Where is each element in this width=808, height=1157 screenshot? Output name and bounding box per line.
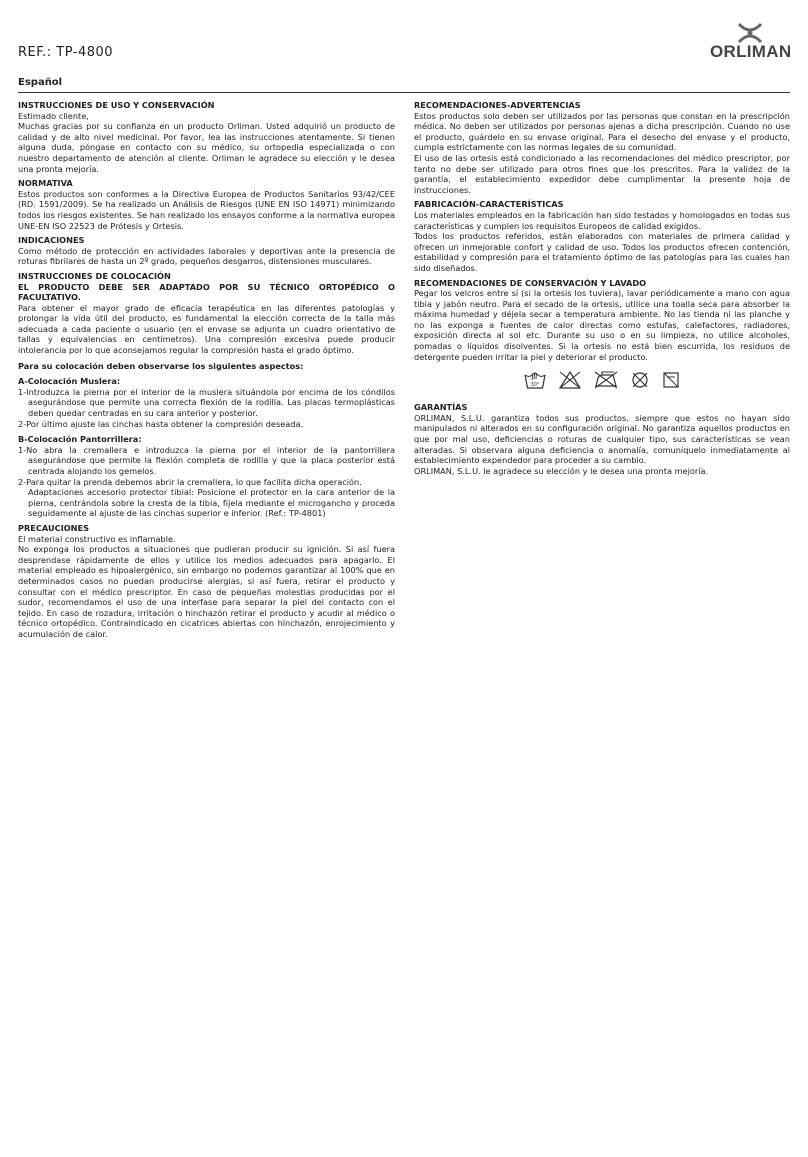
section-normativa [18,178,395,231]
section-title: PRECAUCIONES [18,522,89,533]
no-iron-icon [593,370,619,390]
section-subtitle: EL PRODUCTO DEBE SER ADAPTADO POR SU TÉCNICO ORTOPÉDICO O FACULTATIVO. [18,281,395,303]
orliman-logo [710,22,790,62]
paragraph: Todos los productos referidos, están elaborados con materiales de primera calidad y ofrecen un inmejorable confort y calidad de uso. Todos los productos ofrecen contención, estabilidad y compresión para el tratamiento óptimo de las patologías para las cuales han sido diseñados. [414,231,790,273]
section-lavado [414,278,790,363]
section-uso [18,100,395,174]
paragraph: Muchas gracias por su confianza en un producto Orliman. Usted adquirió un producto de calidad y de alto nivel medicinal. Por favor, lea las instrucciones atentamente. Si tienen alguna duda, póngase en contacto con su médico, su ortopedia especializada o con nuestro departamento de atención al cliente. Orliman le agradece su elección y le desea una pronta mejoría. [18,121,395,174]
section-indicaciones [18,235,395,267]
list-item: 2-Por último ajuste las cinchas hasta obtener la compresión deseada. [18,418,304,429]
list-item: 1-Introduzca la pierna por el interior de la muslera situándola por encima de los cóndilos asegurándose que permite una correcta flexión de la rodilla. Las placas termoplásticas deben quedar centradas en su cara anterior y posterior. [18,386,395,419]
pantorrillera-title: B-Colocación Pantorrillera: [18,434,142,445]
paragraph: Estos productos solo deben ser utilizados por las personas que constan en la prescripción médica. No deben ser utilizados por personas ajenas a dicha prescripción. Cuando no use el producto, guárdelo en su envase original. Para el desecho del envase y el producto, cumpla estrictamente con las normas legales de su comunidad. [414,110,790,153]
paragraph: Pegar los velcros entre sí (si la ortesis los tuviera), lavar periódicamente a mano con agua tibia y jabón neutro. Para el secado de la ortesis, utilice una toalla seca para absorber la máxima humedad y déjela secar a temperatura ambiente. No las tienda ni las planche y no las exponga a fuentes de calor directas como estufas, calefactores, radiadores, exposición directa al sol etc. Durante su uso o en su limpieza, no utilice alcoholes, pomadas o líquidos disolventes. Si la ortesis no está bien escurrida, los residuos de detergente pueden irritar la piel y deteriorar el producto. [414,288,790,362]
header-divider [18,92,790,93]
muslera-title: A-Colocación Muslera: [18,376,121,387]
section-colocacion [18,271,395,519]
section-garantias [414,402,790,476]
right-column [414,100,790,480]
paragraph: El uso de las ortesis está condicionado a las recomendaciones del médico prescriptor, por tanto no debe ser utilizado para otros fines que los prescritos. Para la validez de la garantía, el establecimiento expedidor debe cumplimentar la presente hoja de instrucciones. [414,152,790,195]
list-item-extra: Adaptaciones accesorio protector tibial: Posicione el protector en la cara anterior de la pierna, centrándola sobre la cresta de la tibia, fíjela mediante el microgancho y proceda seguidamente al ajuste de las cinchas superior e inferior. (Ref.: TP-4801) [28,487,395,519]
section-title: FABRICACIÓN-CARACTERÍSTICAS [414,199,564,210]
hand-wash-30-icon [523,370,547,390]
paragraph: ORLIMAN, S.L.U. garantiza todos sus productos, siempre que estos no hayan sido manipulados ni alterados en su configuración original. No garantiza aquellos productos en que por mal uso, deficiencias o roturas de cualquier tipo, sus características se vean alteradas. Si observara alguna deficiencia o anomalía, comuníquelo inmediatamente al establecimiento expendedor para proceder a su cambio. [414,412,790,466]
section-recomendaciones [414,100,790,195]
no-bleach-icon [558,370,582,390]
language-label: Español [18,77,63,88]
greeting: Estimado cliente, [18,110,89,121]
wash-temperature: 30° [530,382,540,389]
section-precauciones [18,523,395,640]
aspects-title: Para su colocación deben observarse los siguientes aspectos: [18,360,304,371]
section-fabricacion [414,199,790,273]
paragraph: Para obtener el mayor grado de eficacia terapéutica en las diferentes patologías y prolongar la vida útil del producto, es fundamental la elección correcta de la talla más adecuada a cada paciente o usuario (en el envase se adjunta un cuadro orientativo de tallas y equivalencias en centímetros). Una compresión excesiva puede producir intolerancia por lo que aconsejamos regular la compresión hasta el grado óptimo. [18,302,395,356]
no-tumble-dry-icon [661,370,681,390]
paragraph: No exponga los productos a situaciones que pudieran producir su ignición. Si así fuera desprendase rápidamente de ellos y utilice los medios adecuados para apagarlo. El material empleado es hipoalergénico, sin embargo no podemos garantizar al 100% que en determinados casos no puedan producirse alergias, si así fuera, retirar el producto y consultar con el médico prescriptor. En caso de pequeñas molestias producidas por el sudor, recomendamos el uso de una interfase para separar la piel del contacto con el tejido. En caso de rozadura, irritación o hinchazón retirar el producto y acudir al médico o técnico ortopédico. Contraindicado en cicatrices abiertas con hinchazón, enrojecimiento y acumulación de calor. [18,544,395,639]
paragraph: El material constructivo es inflamable. [18,533,176,544]
no-dry-clean-icon [630,370,650,390]
list-item: 1-No abra la cremallera e introduzca la pierna por el interior de la pantorrillera asegurándose que permite la flexión completa de rodilla y que la placa posterior está centrada alojando los gemelos. [18,444,395,476]
section-title: RECOMENDACIONES DE CONSERVACIÓN Y LAVADO [414,277,647,288]
paragraph: Como método de protección en actividades laborales y deportivas ante la presencia de roturas fibrilares de hasta un 2º grado, pequeños desgarros, distensiones musculares. [18,245,395,267]
care-symbols [414,370,790,390]
paragraph: ORLIMAN, S.L.U. le agradece su elección y le desea una pronta mejoría. [414,465,709,476]
section-title: INSTRUCCIONES DE COLOCACIÓN [18,270,171,281]
brand-name: ORLIMAN [710,42,792,61]
paragraph: Estos productos son conformes a la Directiva Europea de Productos Sanitarios 93/42/CEE (RD. 1591/2009). Se ha realizado un Análisis de Riesgos (UNE EN ISO 14971) minimizando todos los riesgos existentes. Se han realizado los ensayos conforme a la normativa europea UNE-EN ISO 22523 de Prótesis y Ortesis. [18,188,396,231]
section-title: INSTRUCCIONES DE USO Y CONSERVACIÓN [18,100,215,110]
left-column [18,100,395,644]
orliman-logo-icon [733,22,767,44]
section-title: NORMATIVA [18,178,73,189]
reference-code: REF.: TP-4800 [18,45,114,60]
section-title: RECOMENDACIONES-ADVERTENCIAS [414,100,581,110]
section-title: GARANTÍAS [414,402,468,413]
list-item: 2-Para quitar la prenda debemos abrir la cremallera, lo que facilita dicha operación. [18,476,362,487]
paragraph: Los materiales empleados en la fabricación han sido testados y homologados en todas sus características y cumplen los requisitos Europeos de calidad exigidos. [414,209,790,231]
section-title: INDICACIONES [18,235,85,246]
